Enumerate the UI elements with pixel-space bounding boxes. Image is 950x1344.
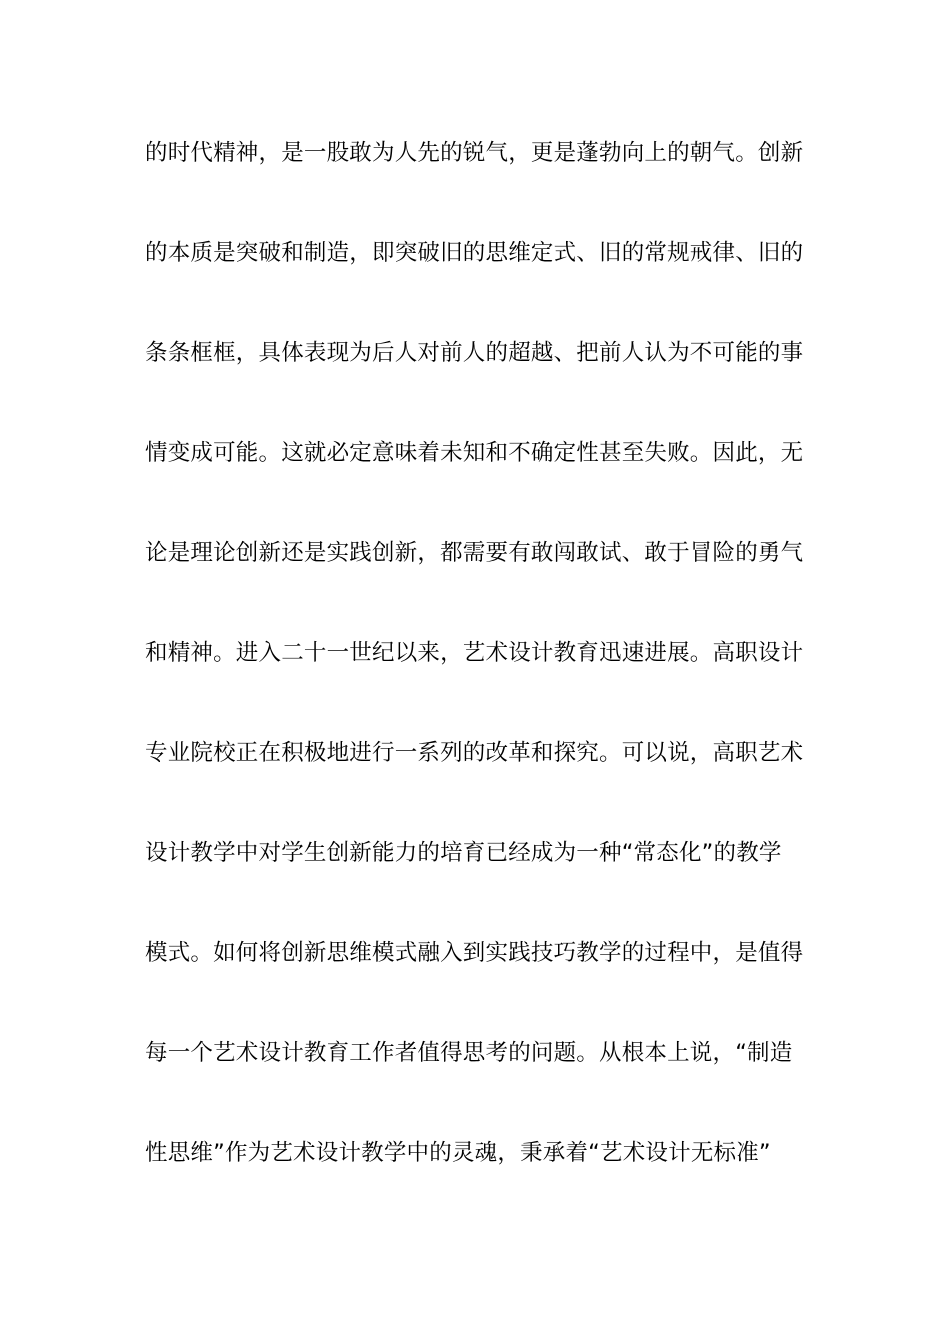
text-line: 论是理论创新还是实践创新，都需要有敢闯敢试、敢于冒险的勇气 bbox=[145, 540, 804, 566]
text-line: 和精神。进入二十一世纪以来，艺术设计教育迅速进展。高职设计 bbox=[145, 640, 804, 666]
body-text bbox=[145, 128, 810, 1228]
text-line: 设计教学中对学生创新能力的培育已经成为一种“常态化”的教学 bbox=[145, 840, 782, 866]
text-line: 性思维”作为艺术设计教学中的灵魂，秉承着“艺术设计无标准” bbox=[145, 1140, 771, 1166]
text-line: 条条框框，具体表现为后人对前人的超越、把前人认为不可能的事 bbox=[145, 340, 804, 366]
text-line: 的本质是突破和制造，即突破旧的思维定式、旧的常规戒律、旧的 bbox=[145, 240, 804, 266]
text-line: 模式。如何将创新思维模式融入到实践技巧教学的过程中，是值得 bbox=[145, 940, 804, 966]
text-line: 的时代精神，是一股敢为人先的锐气，更是蓬勃向上的朝气。创新 bbox=[145, 140, 804, 166]
text-line: 专业院校正在积极地进行一系列的改革和探究。可以说，高职艺术 bbox=[145, 740, 804, 766]
text-line: 每一个艺术设计教育工作者值得思考的问题。从根本上说，“制造 bbox=[145, 1040, 793, 1066]
text-line: 情变成可能。这就必定意味着未知和不确定性甚至失败。因此，无 bbox=[145, 440, 804, 466]
